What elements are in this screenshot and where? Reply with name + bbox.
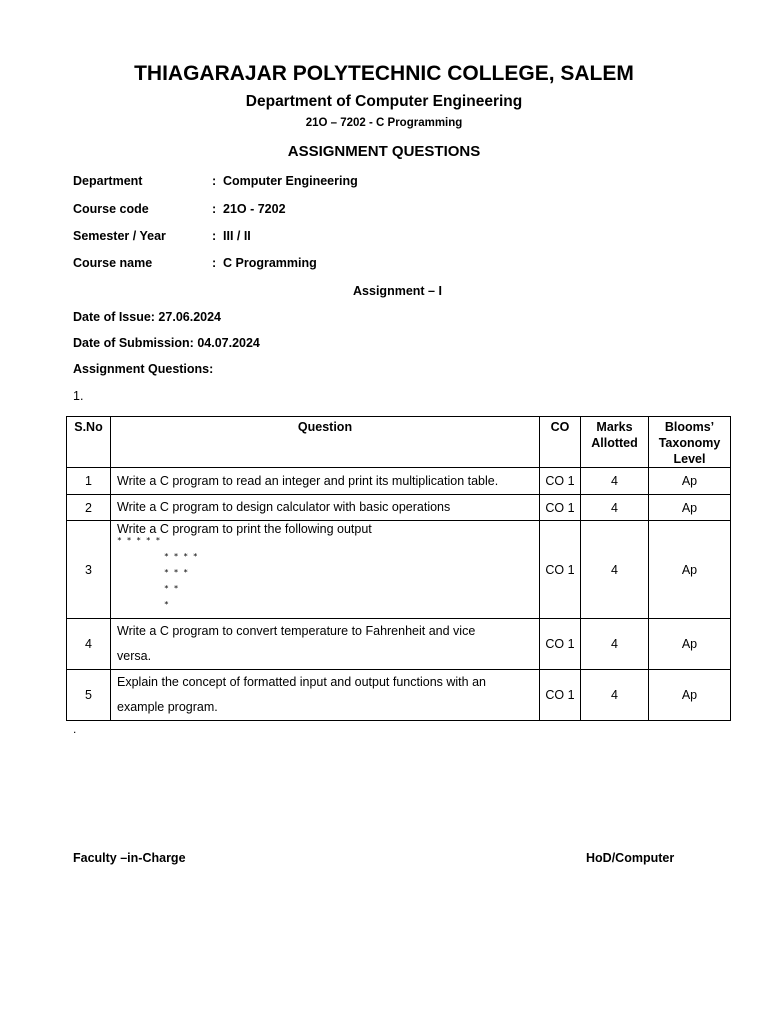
cell-level: Ap — [649, 521, 731, 619]
pattern-line: * * * * * — [117, 536, 161, 545]
cell-co: CO 1 — [540, 521, 581, 619]
cell-question — [111, 521, 540, 619]
star-pattern — [117, 533, 539, 613]
question-line: Explain the concept of formatted input and output functions with an — [117, 675, 486, 689]
header-blooms-line: Taxonomy — [658, 436, 721, 450]
cell-co: CO 1 — [540, 495, 581, 521]
info-sep: : — [212, 202, 217, 216]
header-marks-line: Allotted — [591, 436, 638, 450]
cell-co: CO 1 — [540, 619, 581, 670]
table-header-row — [67, 417, 731, 468]
pattern-line: * * — [164, 584, 179, 593]
header-co: CO — [540, 417, 581, 468]
cell-marks: 4 — [581, 468, 649, 495]
cell-co: CO 1 — [540, 670, 581, 721]
info-key: Department — [73, 174, 143, 188]
info-key: Course code — [73, 202, 149, 216]
table-row — [67, 468, 731, 495]
info-value: 21O - 7202 — [223, 202, 286, 216]
cell-sno: 2 — [67, 495, 111, 521]
cell-level: Ap — [649, 468, 731, 495]
pattern-line: * — [164, 600, 169, 609]
info-value: C Programming — [223, 256, 317, 270]
date-of-submission: Date of Submission: 04.07.2024 — [73, 336, 260, 350]
document-title: ASSIGNMENT QUESTIONS — [287, 143, 481, 160]
table-row — [67, 495, 731, 521]
list-number: 1. — [73, 389, 84, 403]
assignment-label: Assignment – I — [353, 284, 442, 298]
cell-level: Ap — [649, 670, 731, 721]
cell-marks: 4 — [581, 670, 649, 721]
info-sep: : — [212, 229, 217, 243]
hod-signature-label: HoD/Computer — [586, 851, 675, 865]
cell-co: CO 1 — [540, 468, 581, 495]
cell-marks: 4 — [581, 521, 649, 619]
cell-question — [111, 619, 540, 670]
header-sno: S.No — [67, 417, 111, 468]
cell-sno: 1 — [67, 468, 111, 495]
table-row — [67, 521, 731, 619]
header-blooms-line: Blooms’ — [664, 420, 715, 434]
table-row — [67, 619, 731, 670]
date-of-issue: Date of Issue: 27.06.2024 — [73, 310, 221, 324]
question-line: versa. — [117, 649, 152, 663]
cell-question: Write a C program to design calculator with basic operations — [111, 495, 540, 521]
college-name: THIAGARAJAR POLYTECHNIC COLLEGE, SALEM — [134, 62, 634, 85]
info-sep: : — [212, 174, 217, 188]
table-row — [67, 670, 731, 721]
info-sep: : — [212, 256, 217, 270]
pattern-line: * * * — [164, 568, 189, 577]
questions-heading: Assignment Questions: — [73, 362, 214, 376]
pattern-line: * * * * — [164, 552, 198, 561]
header-question: Question — [111, 417, 540, 468]
info-key: Course name — [73, 256, 153, 270]
trailing-dot: . — [73, 722, 77, 736]
cell-sno: 3 — [67, 521, 111, 619]
cell-level: Ap — [649, 495, 731, 521]
info-value: Computer Engineering — [223, 174, 358, 188]
cell-question: Write a C program to read an integer and print its multiplication table. — [111, 468, 540, 495]
question-line: Write a C program to convert temperature to Fahrenheit and vice — [117, 624, 476, 638]
cell-sno: 5 — [67, 670, 111, 721]
questions-table — [66, 416, 731, 721]
info-key: Semester / Year — [73, 229, 166, 243]
faculty-signature-label: Faculty –in-Charge — [73, 851, 186, 865]
cell-sno: 4 — [67, 619, 111, 670]
header-marks-line: Marks — [596, 420, 633, 434]
cell-marks: 4 — [581, 495, 649, 521]
question-line: example program. — [117, 700, 218, 714]
header-blooms-line: Level — [673, 452, 706, 466]
header-blooms — [649, 417, 731, 468]
header-marks — [581, 417, 649, 468]
cell-marks: 4 — [581, 619, 649, 670]
cell-level: Ap — [649, 619, 731, 670]
question-text: Write a C program to print the following output — [117, 522, 372, 536]
info-value: III / II — [223, 229, 251, 243]
cell-question — [111, 670, 540, 721]
department-title: Department of Computer Engineering — [245, 93, 523, 110]
course-line: 21O – 7202 - C Programming — [305, 117, 463, 129]
